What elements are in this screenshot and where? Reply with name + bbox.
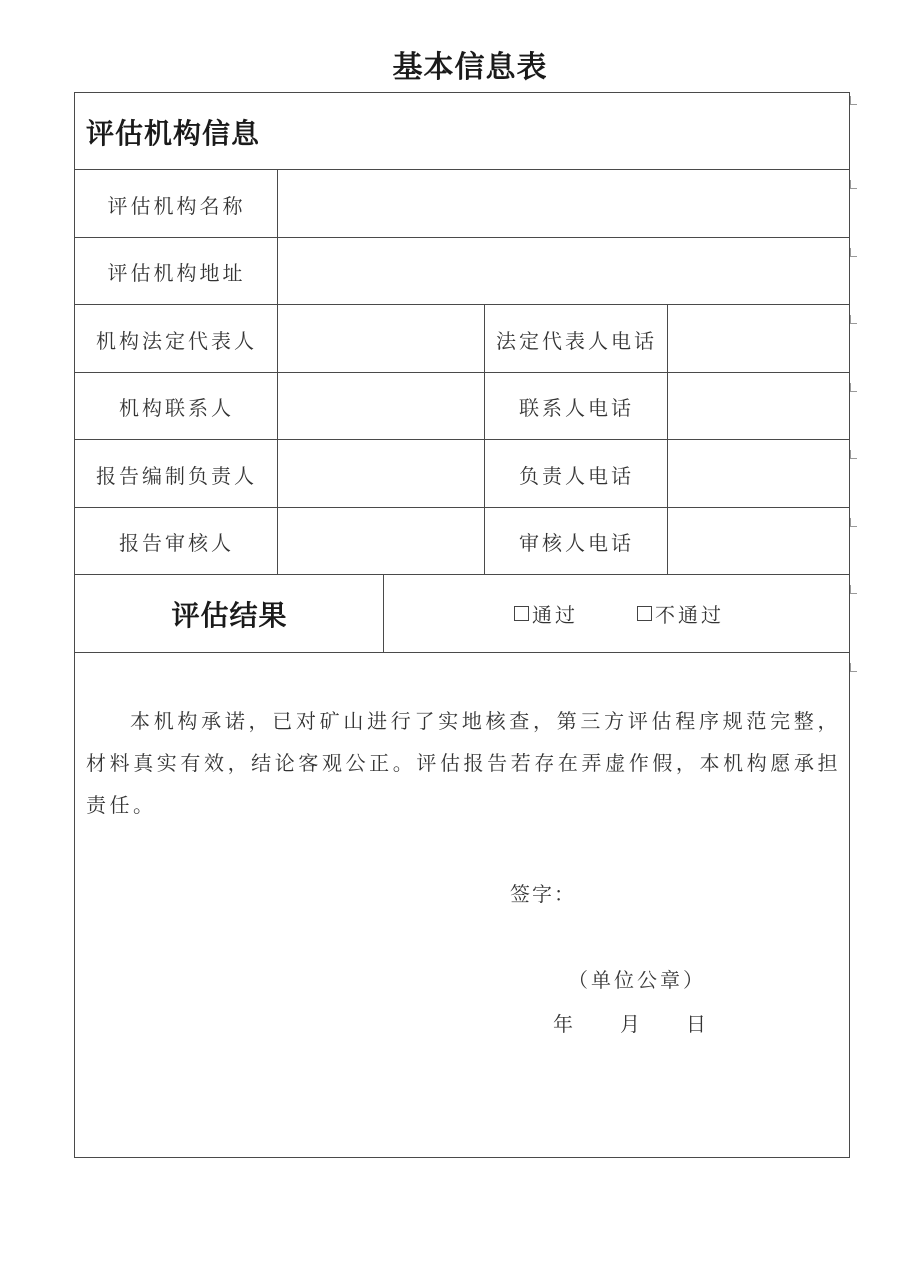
option-pass[interactable] <box>514 598 578 628</box>
paragraph-mark <box>850 450 857 459</box>
label-contact-phone: 联系人电话 <box>519 396 634 420</box>
row-divider <box>74 169 850 170</box>
input-reviewer-phone[interactable] <box>669 509 849 574</box>
column-divider <box>484 304 485 574</box>
input-lead-phone[interactable] <box>669 441 849 507</box>
label-org-name: 评估机构名称 <box>107 193 246 218</box>
date-month-label: 月 <box>620 1012 640 1036</box>
input-org-name[interactable] <box>279 171 849 237</box>
label-report-lead: 报告编制负责人 <box>96 463 257 488</box>
row-divider <box>74 372 850 373</box>
label-org-address: 评估机构地址 <box>107 261 246 285</box>
label-lead-phone: 负责人电话 <box>519 463 634 488</box>
signature-label: 签字： <box>510 882 576 906</box>
row-divider <box>74 507 850 508</box>
row-divider <box>74 304 850 305</box>
paragraph-mark <box>850 585 857 594</box>
input-contact-person[interactable] <box>279 374 484 439</box>
row-divider <box>74 237 850 238</box>
section-title-org-info: 评估机构信息 <box>86 117 261 150</box>
paragraph-mark <box>850 315 857 324</box>
input-report-reviewer[interactable] <box>279 509 484 574</box>
label-legal-rep-phone: 法定代表人电话 <box>496 328 657 353</box>
row-divider <box>74 652 850 653</box>
paragraph-mark <box>850 248 857 257</box>
input-contact-phone[interactable] <box>669 374 849 439</box>
pass-checkbox[interactable] <box>514 606 529 621</box>
paragraph-mark <box>850 180 857 189</box>
pledge-text: 本机构承诺，已对矿山进行了实地核查，第三方评估程序规范完整，材料真实有效，结论客观公正。评估报告若存在弄虚作假，本机构愿承担责任。 <box>86 709 841 817</box>
form-title: 基本信息表 <box>392 50 548 85</box>
pass-label: 通过 <box>532 602 578 627</box>
input-legal-rep-phone[interactable] <box>669 306 849 372</box>
column-divider <box>667 304 668 574</box>
date-day-label: 日 <box>686 1012 706 1036</box>
option-fail[interactable] <box>637 598 724 628</box>
label-reviewer-phone: 审核人电话 <box>519 531 634 555</box>
column-divider <box>277 169 278 574</box>
fail-checkbox[interactable] <box>637 606 652 621</box>
result-label: 评估结果 <box>171 599 288 632</box>
label-contact-person: 机构联系人 <box>119 396 234 420</box>
paragraph-mark <box>850 663 857 672</box>
row-divider <box>74 574 850 575</box>
input-report-lead[interactable] <box>279 441 484 507</box>
label-legal-representative: 机构法定代表人 <box>96 328 257 353</box>
paragraph-mark <box>850 96 857 105</box>
column-divider <box>383 574 384 652</box>
fail-label: 不通过 <box>655 602 724 627</box>
input-legal-representative[interactable] <box>279 306 484 372</box>
input-org-address[interactable] <box>279 239 849 304</box>
label-report-reviewer: 报告审核人 <box>119 531 234 555</box>
row-divider <box>74 439 850 440</box>
paragraph-mark <box>850 518 857 527</box>
date-year-label: 年 <box>553 1012 573 1036</box>
paragraph-mark <box>850 383 857 392</box>
seal-label: （单位公章） <box>568 968 706 992</box>
